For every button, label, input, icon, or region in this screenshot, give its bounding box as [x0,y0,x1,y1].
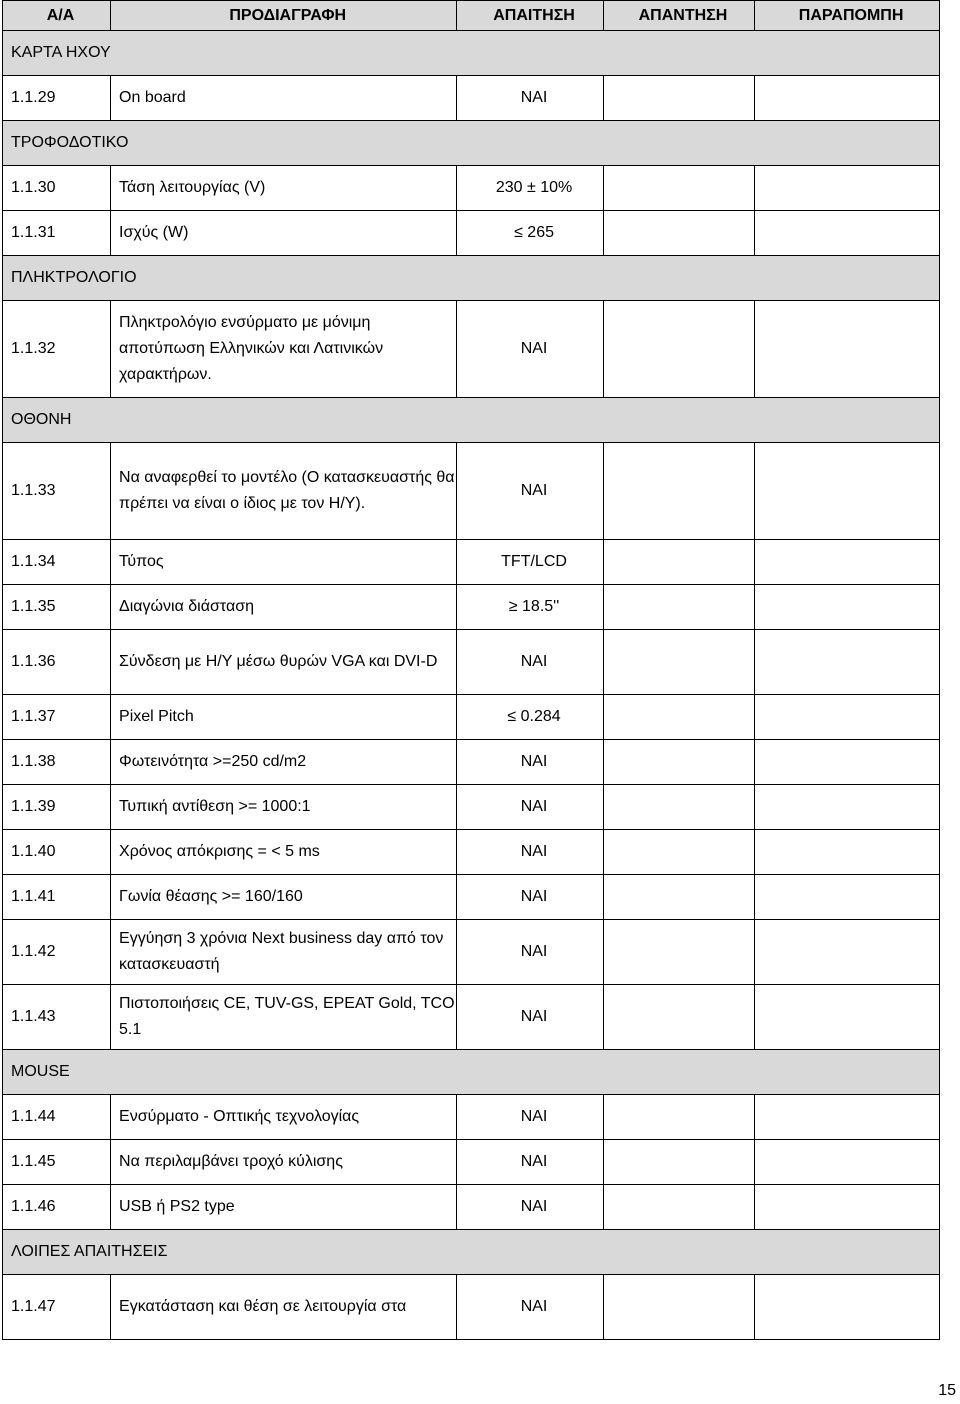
header-answer: ΑΠΑΝΤΗΣΗ [603,1,754,31]
row-id: 1.1.42 [3,920,111,985]
row-spec: On board [111,76,457,121]
table-row [3,875,940,920]
row-answer [603,1095,754,1140]
row-id: 1.1.47 [3,1275,111,1340]
row-id: 1.1.45 [3,1140,111,1185]
row-requirement: ΝΑΙ [457,76,603,121]
row-id: 1.1.31 [3,211,111,256]
row-reference [755,76,940,121]
row-requirement: ΝΑΙ [457,830,603,875]
row-answer [603,540,754,585]
row-answer [603,920,754,985]
table-row [3,695,940,740]
row-spec: Να αναφερθεί το μοντέλο (Ο κατασκευαστής θα πρέπει να είναι ο ίδιος με τον Η/Υ). [111,443,457,540]
row-reference [755,540,940,585]
section-row [3,1230,940,1275]
row-requirement: 230 ± 10% [457,166,603,211]
row-spec: USB ή PS2 type [111,1185,457,1230]
row-reference [755,695,940,740]
row-reference [755,301,940,398]
section-row [3,1050,940,1095]
row-requirement: ≥ 18.5'' [457,585,603,630]
table-row [3,585,940,630]
row-reference [755,1275,940,1340]
section-row [3,121,940,166]
row-spec: Να περιλαμβάνει τροχό κύλισης [111,1140,457,1185]
row-spec: Φωτεινότητα >=250 cd/m2 [111,740,457,785]
row-id: 1.1.30 [3,166,111,211]
row-answer [603,76,754,121]
table-row [3,301,940,398]
row-spec: Χρόνος απόκρισης = < 5 ms [111,830,457,875]
row-reference [755,875,940,920]
table-row [3,1185,940,1230]
row-spec: Σύνδεση με Η/Υ μέσω θυρών VGA και DVI-D [111,630,457,695]
row-reference [755,785,940,830]
row-reference [755,920,940,985]
table-row [3,443,940,540]
section-keyboard: ΠΛΗΚΤΡΟΛΟΓΙΟ [3,256,940,301]
row-id: 1.1.40 [3,830,111,875]
row-requirement: ΝΑΙ [457,1185,603,1230]
table-row [3,985,940,1050]
table-header [3,1,940,31]
row-answer [603,985,754,1050]
row-requirement: ΝΑΙ [457,920,603,985]
row-answer [603,830,754,875]
section-sound: ΚΑΡΤΑ ΗΧΟΥ [3,31,940,76]
row-spec: Εγγύηση 3 χρόνια Next business day από τον κατασκευαστή [111,920,457,985]
section-other: ΛΟΙΠΕΣ ΑΠΑΙΤΗΣΕΙΣ [3,1230,940,1275]
section-row [3,256,940,301]
row-requirement: ≤ 0.284 [457,695,603,740]
row-answer [603,211,754,256]
row-spec: Ενσύρματο - Οπτικής τεχνολογίας [111,1095,457,1140]
row-reference [755,740,940,785]
section-mouse: MOUSE [3,1050,940,1095]
row-requirement: ΝΑΙ [457,785,603,830]
row-answer [603,785,754,830]
row-spec: Τύπος [111,540,457,585]
row-id: 1.1.33 [3,443,111,540]
row-id: 1.1.39 [3,785,111,830]
row-answer [603,630,754,695]
row-requirement: ≤ 265 [457,211,603,256]
row-id: 1.1.38 [3,740,111,785]
row-reference [755,1095,940,1140]
row-requirement: ΝΑΙ [457,1275,603,1340]
row-reference [755,585,940,630]
row-requirement: ΝΑΙ [457,630,603,695]
row-answer [603,301,754,398]
row-id: 1.1.37 [3,695,111,740]
row-requirement: ΝΑΙ [457,443,603,540]
row-requirement: ΝΑΙ [457,1140,603,1185]
row-reference [755,985,940,1050]
row-id: 1.1.29 [3,76,111,121]
row-answer [603,875,754,920]
table-row [3,540,940,585]
row-id: 1.1.35 [3,585,111,630]
row-spec: Τυπική αντίθεση >= 1000:1 [111,785,457,830]
table-row [3,76,940,121]
row-reference [755,1185,940,1230]
row-reference [755,443,940,540]
table-row [3,785,940,830]
row-reference [755,830,940,875]
row-requirement: TFT/LCD [457,540,603,585]
table-row [3,211,940,256]
row-spec: Pixel Pitch [111,695,457,740]
header-aa: Α/Α [3,1,111,31]
row-id: 1.1.34 [3,540,111,585]
section-screen: ΟΘΟΝΗ [3,398,940,443]
page-number: 15 [938,1382,956,1399]
row-reference [755,630,940,695]
row-answer [603,585,754,630]
row-reference [755,166,940,211]
row-answer [603,166,754,211]
row-id: 1.1.41 [3,875,111,920]
header-requirement: ΑΠΑΙΤΗΣΗ [457,1,603,31]
table-row [3,830,940,875]
row-spec: Πληκτρολόγιο ενσύρματο με μόνιμη αποτύπωση Ελληνικών και Λατινικών χαρακτήρων. [111,301,457,398]
row-requirement: ΝΑΙ [457,985,603,1050]
row-answer [603,740,754,785]
row-id: 1.1.32 [3,301,111,398]
row-reference [755,1140,940,1185]
row-reference [755,211,940,256]
row-requirement: ΝΑΙ [457,1095,603,1140]
table-row [3,630,940,695]
row-answer [603,1140,754,1185]
header-reference: ΠΑΡΑΠΟΜΠΗ [755,1,940,31]
row-id: 1.1.46 [3,1185,111,1230]
table-row [3,166,940,211]
table-row [3,1275,940,1340]
row-requirement: ΝΑΙ [457,875,603,920]
row-requirement: ΝΑΙ [457,740,603,785]
section-row [3,398,940,443]
section-power: ΤΡΟΦΟΔΟΤΙΚΟ [3,121,940,166]
table-row [3,1140,940,1185]
table-row [3,1095,940,1140]
row-spec: Ισχύς (W) [111,211,457,256]
row-id: 1.1.44 [3,1095,111,1140]
row-answer [603,1275,754,1340]
row-answer [603,695,754,740]
section-row [3,31,940,76]
row-requirement: ΝΑΙ [457,301,603,398]
row-spec: Διαγώνια διάσταση [111,585,457,630]
table-row [3,740,940,785]
row-answer [603,443,754,540]
row-spec: Τάση λειτουργίας (V) [111,166,457,211]
row-id: 1.1.36 [3,630,111,695]
spec-table [2,0,940,1340]
row-spec: Εγκατάσταση και θέση σε λειτουργία στα [111,1275,457,1340]
row-id: 1.1.43 [3,985,111,1050]
row-spec: Γωνία θέασης >= 160/160 [111,875,457,920]
row-answer [603,1185,754,1230]
header-spec: ΠΡΟΔΙΑΓΡΑΦΗ [111,1,457,31]
table-row [3,920,940,985]
row-spec: Πιστοποιήσεις CE, TUV-GS, EPEAT Gold, TCO 5.1 [111,985,457,1050]
